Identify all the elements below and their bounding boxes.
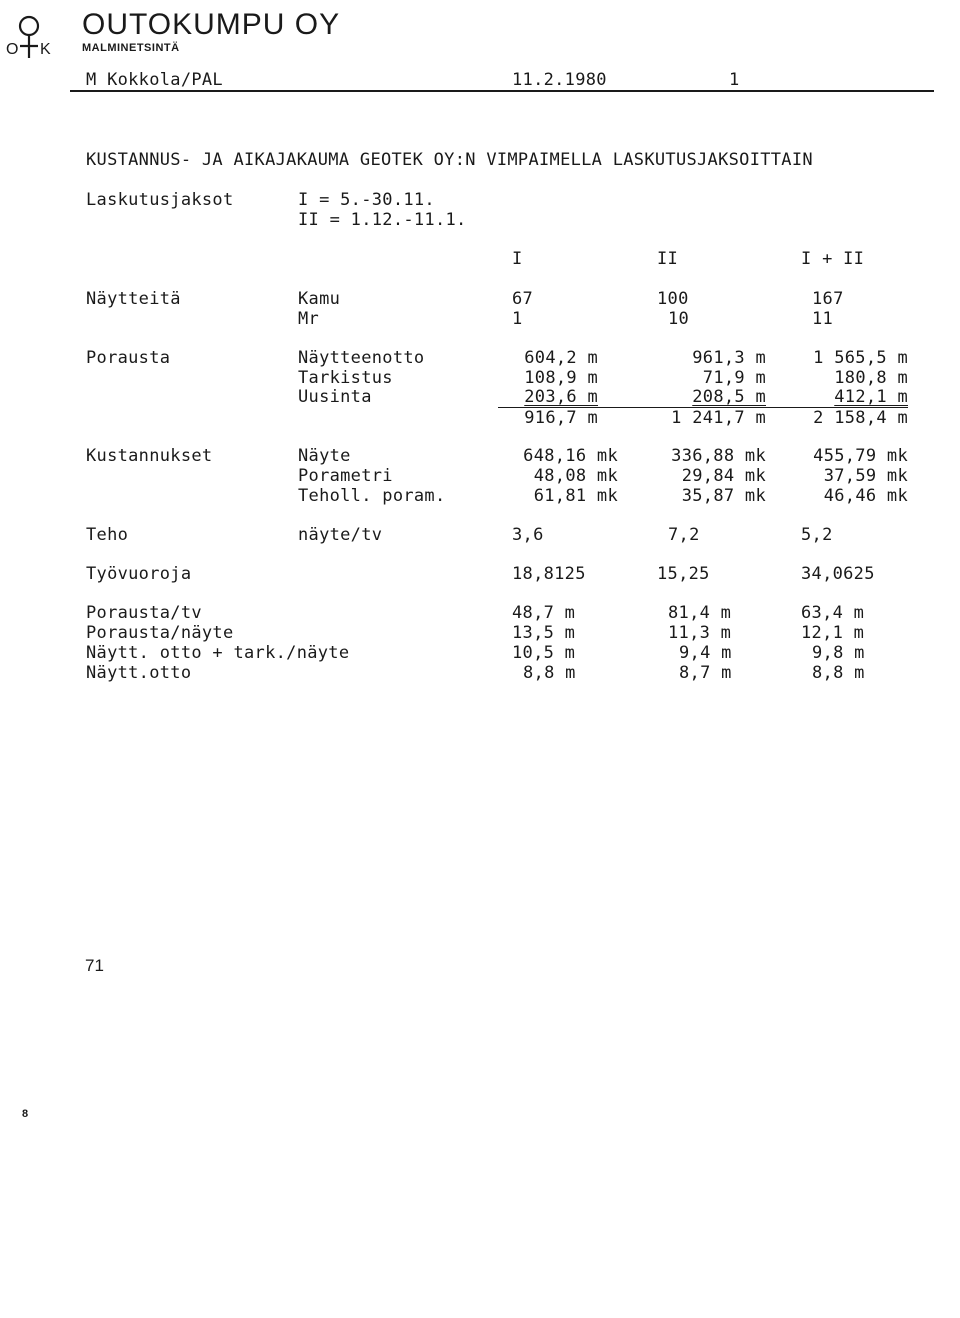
cell-value: 180,8 m	[834, 368, 908, 388]
cell-value: 29,84 mk	[681, 466, 766, 486]
ratio-label: Näytt.otto	[86, 663, 192, 683]
row-label: Tarkistus	[298, 368, 393, 388]
column-header-ii: II	[657, 249, 679, 269]
efficiency-label: Teho	[86, 525, 129, 545]
cell-value: 8,7 m	[679, 663, 732, 683]
svg-text:O: O	[6, 41, 19, 58]
cell-value: 203,6 m	[524, 387, 598, 407]
cell-value: 961,3 m	[692, 348, 766, 368]
cell-value: 10	[668, 309, 690, 329]
document-title: KUSTANNUS- JA AIKAJAKAUMA GEOTEK OY:N VIMPAIMELLA LASKUTUSJAKSOITTAIN	[86, 150, 813, 170]
cell-value: 9,8 m	[812, 643, 865, 663]
total-value: 1 241,7 m	[671, 408, 766, 428]
company-logo-icon	[6, 14, 70, 64]
cell-value: 48,7 m	[512, 603, 576, 623]
ratio-label: Näytt. otto + tark./näyte	[86, 643, 350, 663]
drilling-label: Porausta	[86, 348, 171, 368]
cell-value: 9,4 m	[679, 643, 732, 663]
cell-value: 67	[512, 289, 534, 309]
cell-value: 604,2 m	[524, 348, 598, 368]
cell-value: 648,16 mk	[523, 446, 618, 466]
row-label: Mr	[298, 309, 320, 329]
cell-value: 18,8125	[512, 564, 586, 584]
row-label: Kamu	[298, 289, 341, 309]
cell-value: 37,59 mk	[823, 466, 908, 486]
document-reference: M Kokkola/PAL	[86, 70, 223, 90]
shifts-label: Työvuoroja	[86, 564, 192, 584]
period-2: II = 1.12.-11.1.	[298, 210, 467, 230]
cell-value: 100	[657, 289, 689, 309]
document-date: 11.2.1980	[512, 70, 607, 90]
cell-value: 81,4 m	[668, 603, 732, 623]
cell-value: 455,79 mk	[813, 446, 908, 466]
periods-label: Laskutusjaksot	[86, 190, 234, 210]
cell-value: 61,81 mk	[533, 486, 618, 506]
cell-value: 15,25	[657, 564, 710, 584]
cell-value: 336,88 mk	[671, 446, 766, 466]
margin-mark: 8	[22, 1108, 29, 1120]
page-number: 71	[85, 956, 104, 975]
header-rule	[70, 90, 934, 92]
period-1: I = 5.-30.11.	[298, 190, 435, 210]
total-value: 916,7 m	[524, 408, 598, 428]
samples-label: Näytteitä	[86, 289, 181, 309]
cell-value: 208,5 m	[692, 387, 766, 407]
total-value: 2 158,4 m	[813, 408, 908, 428]
efficiency-sublabel: näyte/tv	[298, 525, 383, 545]
cell-value: 412,1 m	[834, 387, 908, 407]
column-header-total: I + II	[801, 249, 865, 269]
ratio-label: Porausta/näyte	[86, 623, 234, 643]
row-label: Näytteenotto	[298, 348, 425, 368]
cell-value: 8,8 m	[523, 663, 576, 683]
cell-value: 7,2	[668, 525, 700, 545]
row-label: Näyte	[298, 446, 351, 466]
cell-value: 34,0625	[801, 564, 875, 584]
cell-value: 11	[812, 309, 834, 329]
row-label: Uusinta	[298, 387, 372, 407]
column-header-i: I	[512, 249, 523, 269]
cell-value: 5,2	[801, 525, 833, 545]
row-label: Teholl. poram.	[298, 486, 446, 506]
cell-value: 48,08 mk	[533, 466, 618, 486]
document-page: 1	[729, 70, 740, 90]
cell-value: 3,6	[512, 525, 544, 545]
svg-text:K: K	[40, 41, 51, 58]
company-department: MALMINETSINTÄ	[82, 42, 180, 54]
company-name: OUTOKUMPU OY	[82, 8, 341, 41]
cell-value: 71,9 m	[702, 368, 766, 388]
cell-value: 167	[812, 289, 844, 309]
cell-value: 1 565,5 m	[813, 348, 908, 368]
cell-value: 1	[512, 309, 523, 329]
row-label: Porametri	[298, 466, 393, 486]
costs-label: Kustannukset	[86, 446, 213, 466]
cell-value: 13,5 m	[512, 623, 576, 643]
ratio-label: Porausta/tv	[86, 603, 202, 623]
cell-value: 46,46 mk	[823, 486, 908, 506]
cell-value: 8,8 m	[812, 663, 865, 683]
cell-value: 10,5 m	[512, 643, 576, 663]
cell-value: 35,87 mk	[681, 486, 766, 506]
cell-value: 11,3 m	[668, 623, 732, 643]
cell-value: 12,1 m	[801, 623, 865, 643]
cell-value: 108,9 m	[524, 368, 598, 388]
cell-value: 63,4 m	[801, 603, 865, 623]
